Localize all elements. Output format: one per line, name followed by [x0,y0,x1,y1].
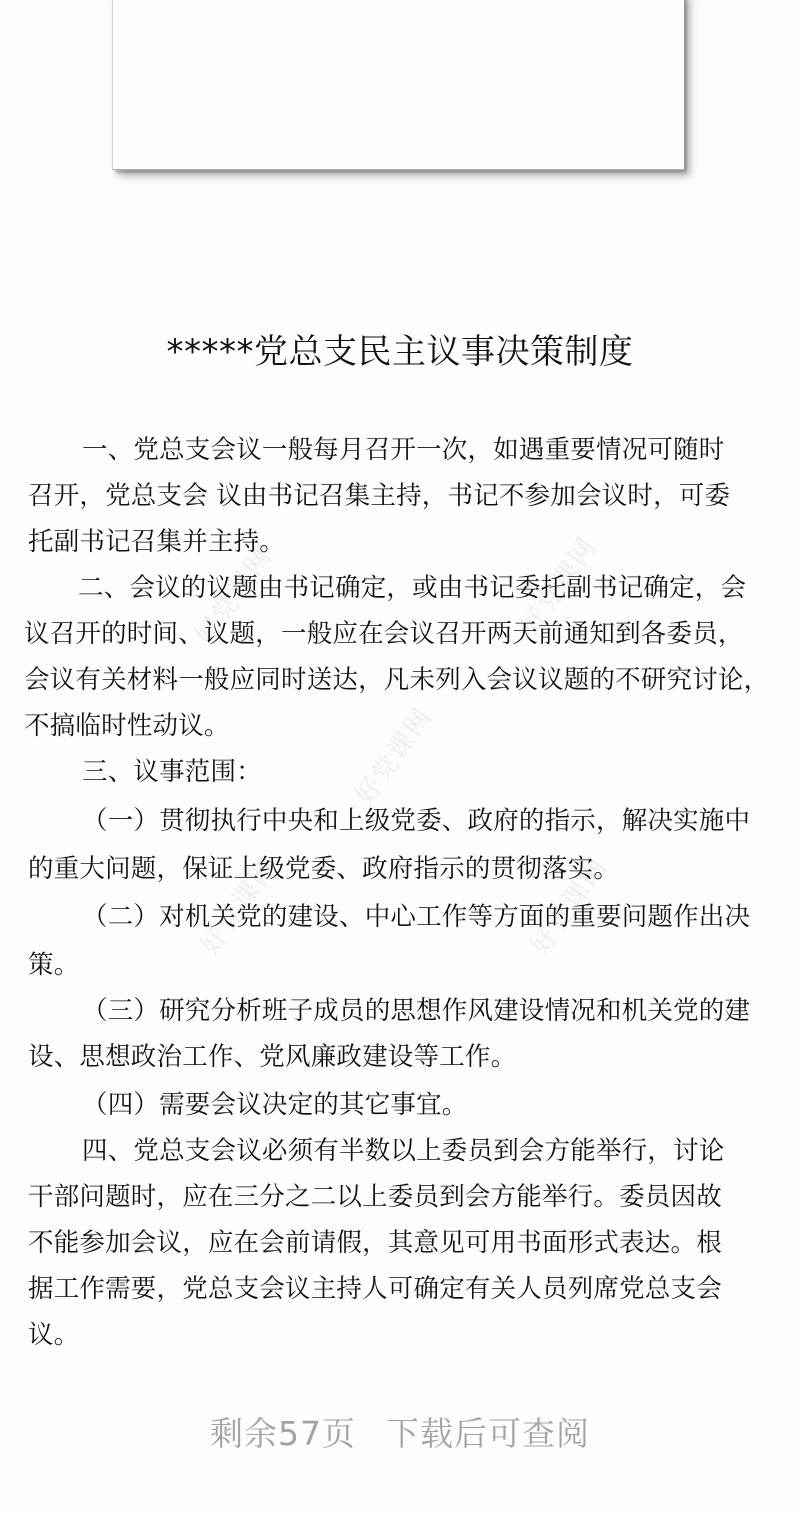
document-title: *****党总支民主议事决策制度 [166,332,634,372]
document-page [0,300,800,1400]
paragraph-line: 托副书记召集并主持。 [28,527,286,557]
download-hint-label: 下载后可查阅 [386,1414,590,1453]
paragraph-line: （三）研究分析班子成员的思想作风建设情况和机关党的建 [82,996,751,1026]
paragraph-line: 的重大问题，保证上级党委、政府指示的贯彻落实。 [28,854,620,884]
watermark: 好党课网 [194,851,284,961]
paragraph-line: 会议有关材料一般应同时送达，凡未列入会议议题的不研究讨论， [24,665,770,695]
paragraph-line: 不搞临时性动议。 [24,711,230,741]
paragraph-line: （二）对机关党的建设、中心工作等方面的重要问题作出决 [82,902,751,932]
watermark: 好党课网 [524,851,614,961]
paragraph-line: 议召开的时间、议题，一般应在会议召开两天前通知到各委员， [24,619,744,649]
paragraph-line: 干部问题时，应在三分之二以上委员到会方能举行。委员因故 [28,1182,722,1212]
watermark: 好党课网 [514,531,604,641]
section-heading: 三、议事范围： [82,757,262,787]
paragraph-line: 据工作需要，党总支会议主持人可确定有关人员列席党总支会 [28,1274,722,1304]
paragraph-line: （四）需要会议决定的其它事宜。 [82,1090,468,1120]
watermark: 好党课网 [349,701,439,811]
paragraph-line: 召开，党总支会 议由书记召集主持，书记不参加会议时，可委 [28,481,731,511]
paragraph-line: 设、思想政治工作、党风廉政建设等工作。 [28,1042,517,1072]
paragraph-line: 四、党总支会议必须有半数以上委员到会方能举行，讨论 [82,1136,725,1166]
remaining-pages-label: 剩余57页 [210,1414,356,1453]
paragraph-line: 不能参加会议，应在会前请假，其意见可用书面形式表达。根 [28,1228,722,1258]
previous-page-card [112,0,684,170]
paragraph-line: 一、党总支会议一般每月召开一次，如遇重要情况可随时 [82,435,725,465]
paragraph-line: 议。 [28,1320,80,1350]
paragraph-line: （一）贯彻执行中央和上级党委、政府的指示，解决实施中 [82,806,751,836]
paragraph-line: 策。 [28,950,80,980]
paragraph-line: 二、会议的议题由书记确定，或由书记委托副书记确定，会 [78,573,747,603]
watermark: 好党课网 [189,541,279,651]
remaining-pages-download-prompt[interactable] [0,1412,800,1456]
